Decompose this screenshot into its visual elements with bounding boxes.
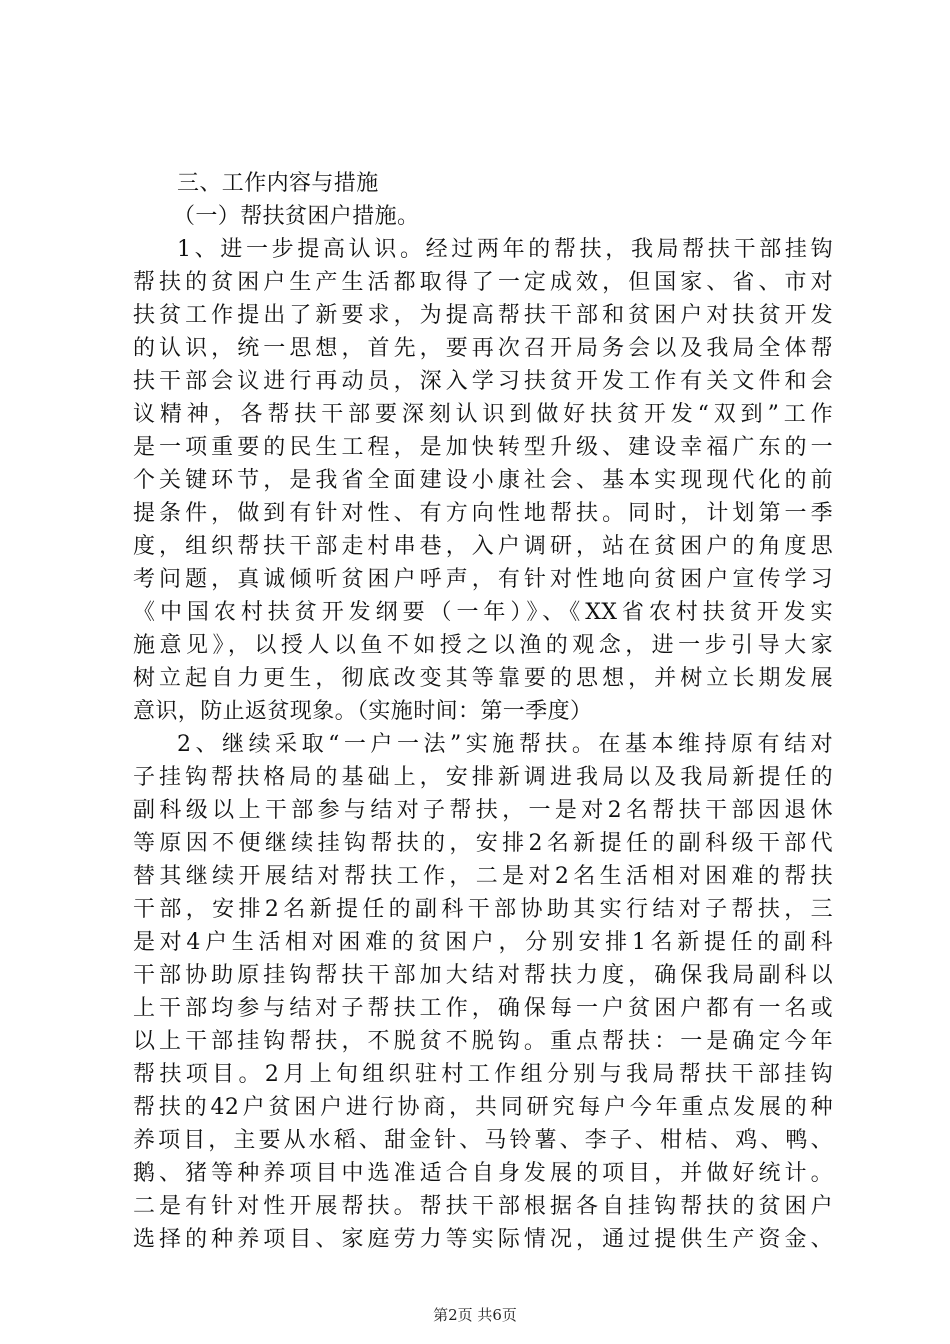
paragraph-line: 替其继续开展结对帮扶工作，二是对2名生活相对困难的帮扶 bbox=[133, 864, 833, 889]
paragraph-line: 2、继续采取“一户一法”实施帮扶。在基本维持原有结对 bbox=[177, 732, 833, 757]
paragraph-line: 提条件，做到有针对性、有方向性地帮扶。同时，计划第一季 bbox=[133, 501, 833, 526]
paragraph-line: 扶贫工作提出了新要求，为提高帮扶干部和贫困户对扶贫开发 bbox=[133, 303, 833, 328]
paragraph-line: 个关键环节，是我省全面建设小康社会、基本实现现代化的前 bbox=[133, 468, 833, 493]
paragraph-line: 帮扶的42户贫困户进行协商，共同研究每户今年重点发展的种 bbox=[133, 1095, 833, 1120]
paragraph-line: 扶干部会议进行再动员，深入学习扶贫开发工作有关文件和会 bbox=[133, 369, 833, 394]
paragraph-line: 子挂钩帮扶格局的基础上，安排新调进我局以及我局新提任的 bbox=[133, 765, 833, 790]
document-body bbox=[133, 167, 833, 1256]
subsection-heading: （一）帮扶贫困户措施。 bbox=[173, 204, 420, 229]
paragraph-line: 选择的种养项目、家庭劳力等实际情况，通过提供生产资金、 bbox=[133, 1227, 833, 1252]
paragraph-line: 是对4户生活相对困难的贫困户，分别安排1名新提任的副科 bbox=[133, 930, 833, 955]
paragraph-line: 是一项重要的民生工程，是加快转型升级、建设幸福广东的一 bbox=[133, 435, 833, 460]
paragraph-line: 帮扶项目。2月上旬组织驻村工作组分别与我局帮扶干部挂钩 bbox=[133, 1062, 833, 1087]
section-heading: 三、工作内容与措施 bbox=[177, 171, 379, 196]
page-number-footer: 第2页 共6页 bbox=[433, 1306, 517, 1324]
paragraph-line: 度，组织帮扶干部走村串巷，入户调研，站在贫困户的角度思 bbox=[133, 534, 833, 559]
paragraph-line: 考问题，真诚倾听贫困户呼声，有针对性地向贫困户宣传学习 bbox=[133, 567, 833, 592]
paragraph-line: 副科级以上干部参与结对子帮扶，一是对2名帮扶干部因退休 bbox=[133, 798, 833, 823]
paragraph-line: 以上干部挂钩帮扶，不脱贫不脱钩。重点帮扶：一是确定今年 bbox=[133, 1029, 833, 1054]
paragraph-line: 帮扶的贫困户生产生活都取得了一定成效，但国家、省、市对 bbox=[133, 270, 833, 295]
paragraph-line: 养项目，主要从水稻、甜金针、马铃薯、李子、柑桔、鸡、鸭、 bbox=[133, 1128, 833, 1153]
paragraph-line: 干部，安排2名新提任的副科干部协助其实行结对子帮扶，三 bbox=[133, 897, 833, 922]
paragraph-line: 议精神，各帮扶干部要深刻认识到做好扶贫开发“双到”工作 bbox=[133, 402, 833, 427]
paragraph-line: 《中国农村扶贫开发纲要（一年）》、《XX省农村扶贫开发实 bbox=[133, 600, 833, 625]
paragraph-line: 意识，防止返贫现象。（实施时间：第一季度） bbox=[133, 699, 593, 724]
paragraph-line: 树立起自力更生，彻底改变其等靠要的思想，并树立长期发展 bbox=[133, 666, 833, 691]
paragraph-line: 施意见》，以授人以鱼不如授之以渔的观念，进一步引导大家 bbox=[133, 633, 833, 658]
paragraph-line: 1、进一步提高认识。经过两年的帮扶，我局帮扶干部挂钩 bbox=[177, 237, 833, 262]
paragraph-line: 干部协助原挂钩帮扶干部加大结对帮扶力度，确保我局副科以 bbox=[133, 963, 833, 988]
paragraph-line: 上干部均参与结对子帮扶工作，确保每一户贫困户都有一名或 bbox=[133, 996, 833, 1021]
paragraph-line: 的认识，统一思想，首先，要再次召开局务会以及我局全体帮 bbox=[133, 336, 833, 361]
paragraph-line: 二是有针对性开展帮扶。帮扶干部根据各自挂钩帮扶的贫困户 bbox=[133, 1194, 833, 1219]
paragraph-line: 等原因不便继续挂钩帮扶的，安排2名新提任的副科级干部代 bbox=[133, 831, 833, 856]
paragraph-line: 鹅、猪等种养项目中选准适合自身发展的项目，并做好统计。 bbox=[133, 1161, 833, 1186]
